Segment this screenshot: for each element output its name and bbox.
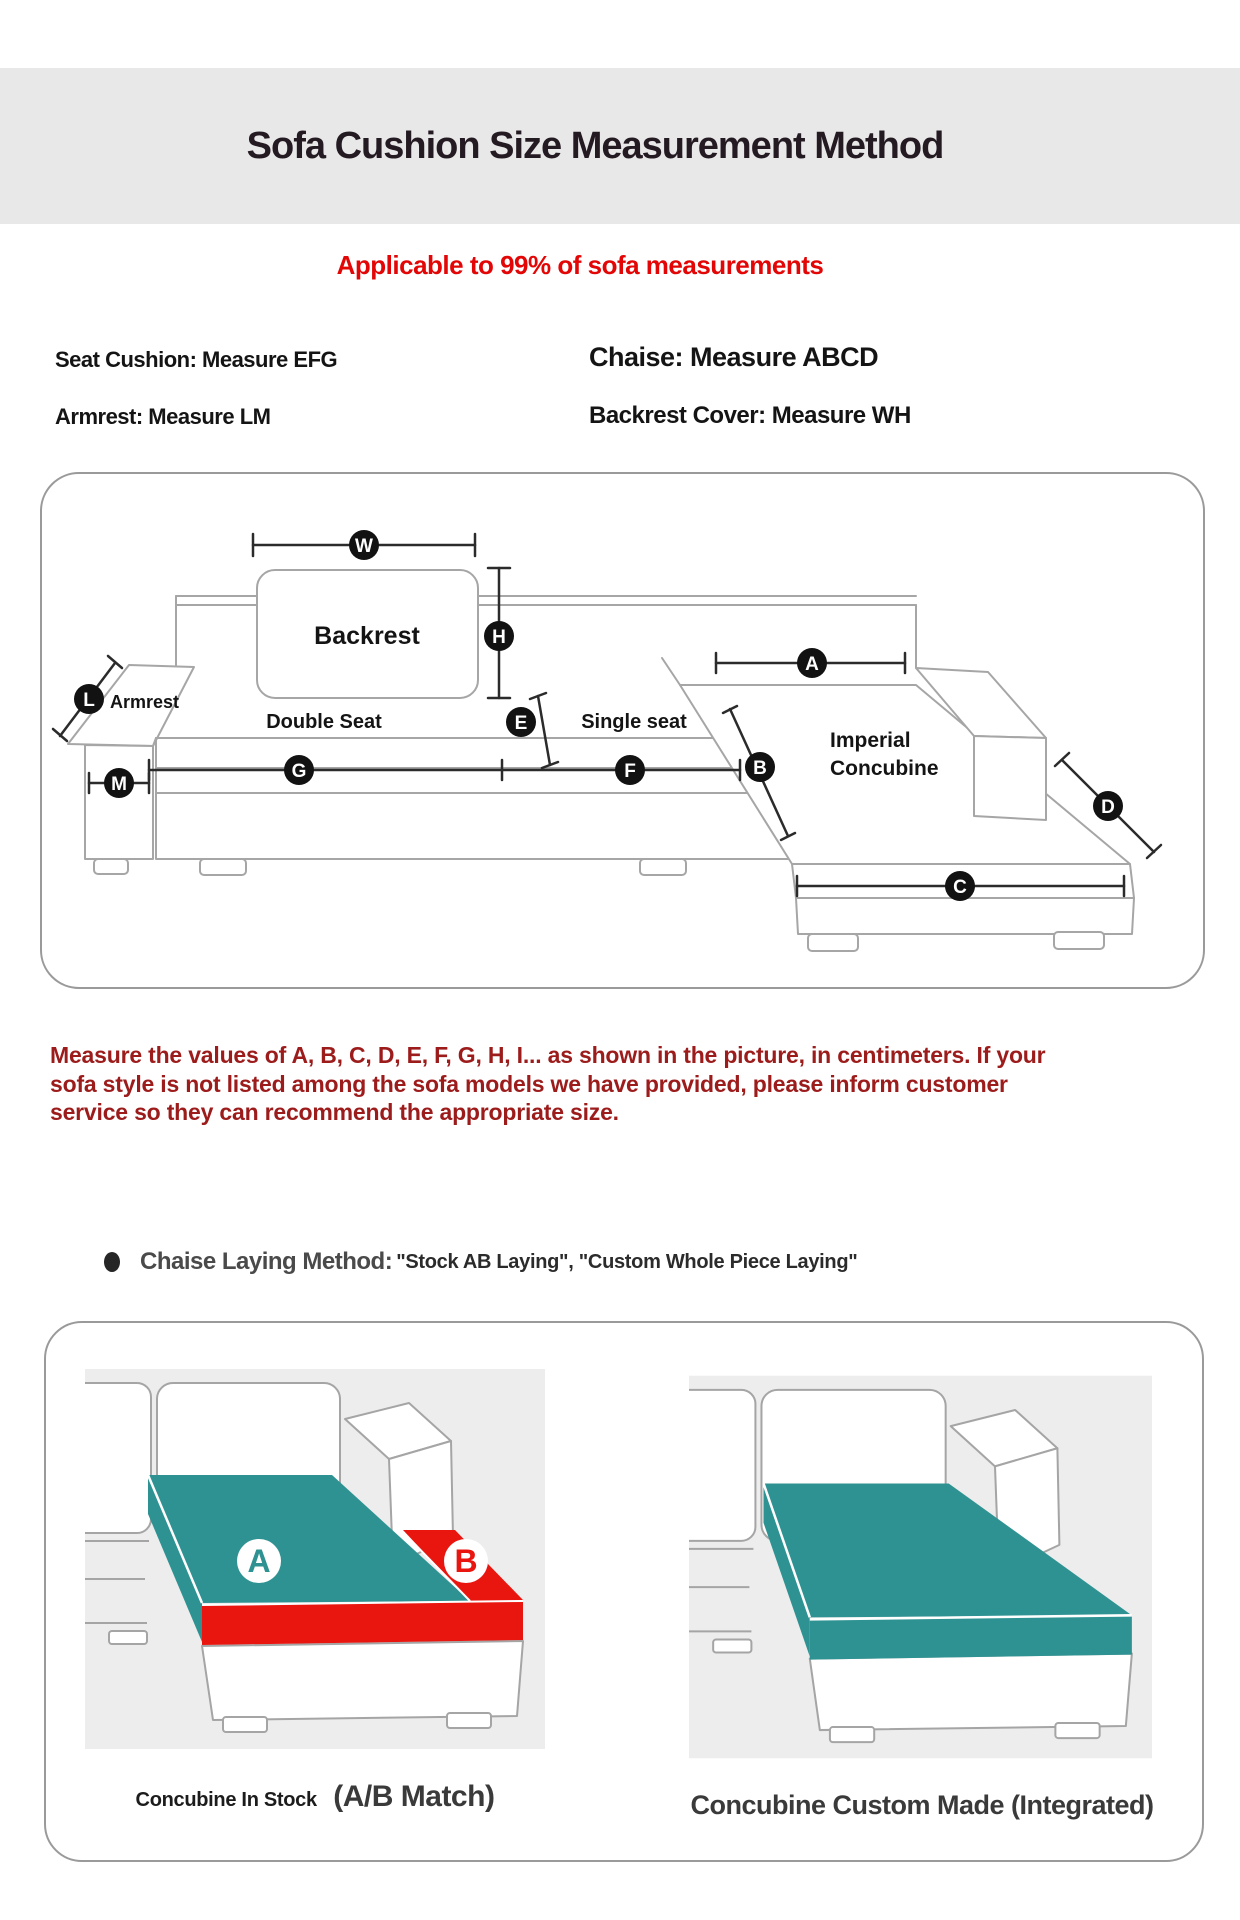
caption-stock-type: (A/B Match): [333, 1780, 495, 1813]
guide-armrest: Armrest: Measure LM: [55, 404, 271, 429]
caption-stock-name: Concubine In Stock: [135, 1789, 317, 1811]
sofa-measurement-diagram: [40, 472, 1205, 990]
marker-c: C: [953, 877, 967, 898]
note-line-2: sofa style is not listed among the sofa models we have provided, please inform customer: [50, 1070, 1008, 1097]
caption-custom: Concubine Custom Made (Integrated): [690, 1790, 1154, 1820]
note-line-1: Measure the values of A, B, C, D, E, F, G, H, I... as shown in the picture, in centimeters. If your: [50, 1042, 1046, 1068]
guide-chaise: Chaise: Measure ABCD: [589, 342, 879, 372]
chaise-stock-illustration: [85, 1369, 545, 1749]
chaise-custom-illustration: [689, 1371, 1152, 1763]
svg-text:B: B: [454, 1543, 478, 1579]
page-title: Sofa Cushion Size Measurement Method: [246, 125, 944, 167]
marker-f: F: [624, 761, 636, 782]
caption-stock: [85, 1780, 545, 1814]
marker-b-badge: [444, 1539, 488, 1583]
marker-b: B: [753, 758, 767, 779]
subtitle: Applicable to 99% of sofa measurements: [336, 250, 824, 280]
guide-backrest-cover: Backrest Cover: Measure WH: [589, 402, 911, 429]
marker-a: A: [805, 654, 819, 675]
measurement-note: [50, 1041, 1180, 1127]
label-backrest: Backrest: [314, 622, 420, 650]
label-chaise-2: Concubine: [830, 757, 939, 780]
label-double-seat: Double Seat: [266, 711, 382, 733]
laying-method-row: [104, 1248, 857, 1276]
marker-w: W: [355, 536, 373, 557]
label-chaise-1: Imperial: [830, 729, 911, 752]
marker-e: E: [514, 713, 528, 734]
marker-h: H: [492, 627, 506, 648]
bullet-icon: [104, 1252, 120, 1272]
marker-l: L: [83, 690, 95, 711]
marker-d: D: [1101, 797, 1115, 818]
marker-m: M: [111, 774, 127, 795]
svg-text:A: A: [247, 1543, 271, 1579]
note-line-3: service so they can recommend the appropriate size.: [50, 1099, 619, 1125]
label-single-seat: Single seat: [581, 711, 687, 733]
laying-method-label: Chaise Laying Method:: [140, 1248, 393, 1275]
laying-method-value: "Stock AB Laying", "Custom Whole Piece Laying": [396, 1250, 858, 1273]
guide-seat-cushion: Seat Cushion: Measure EFG: [55, 347, 338, 372]
marker-a-badge: [237, 1539, 281, 1583]
marker-g: G: [291, 761, 307, 782]
label-armrest: Armrest: [110, 692, 180, 712]
